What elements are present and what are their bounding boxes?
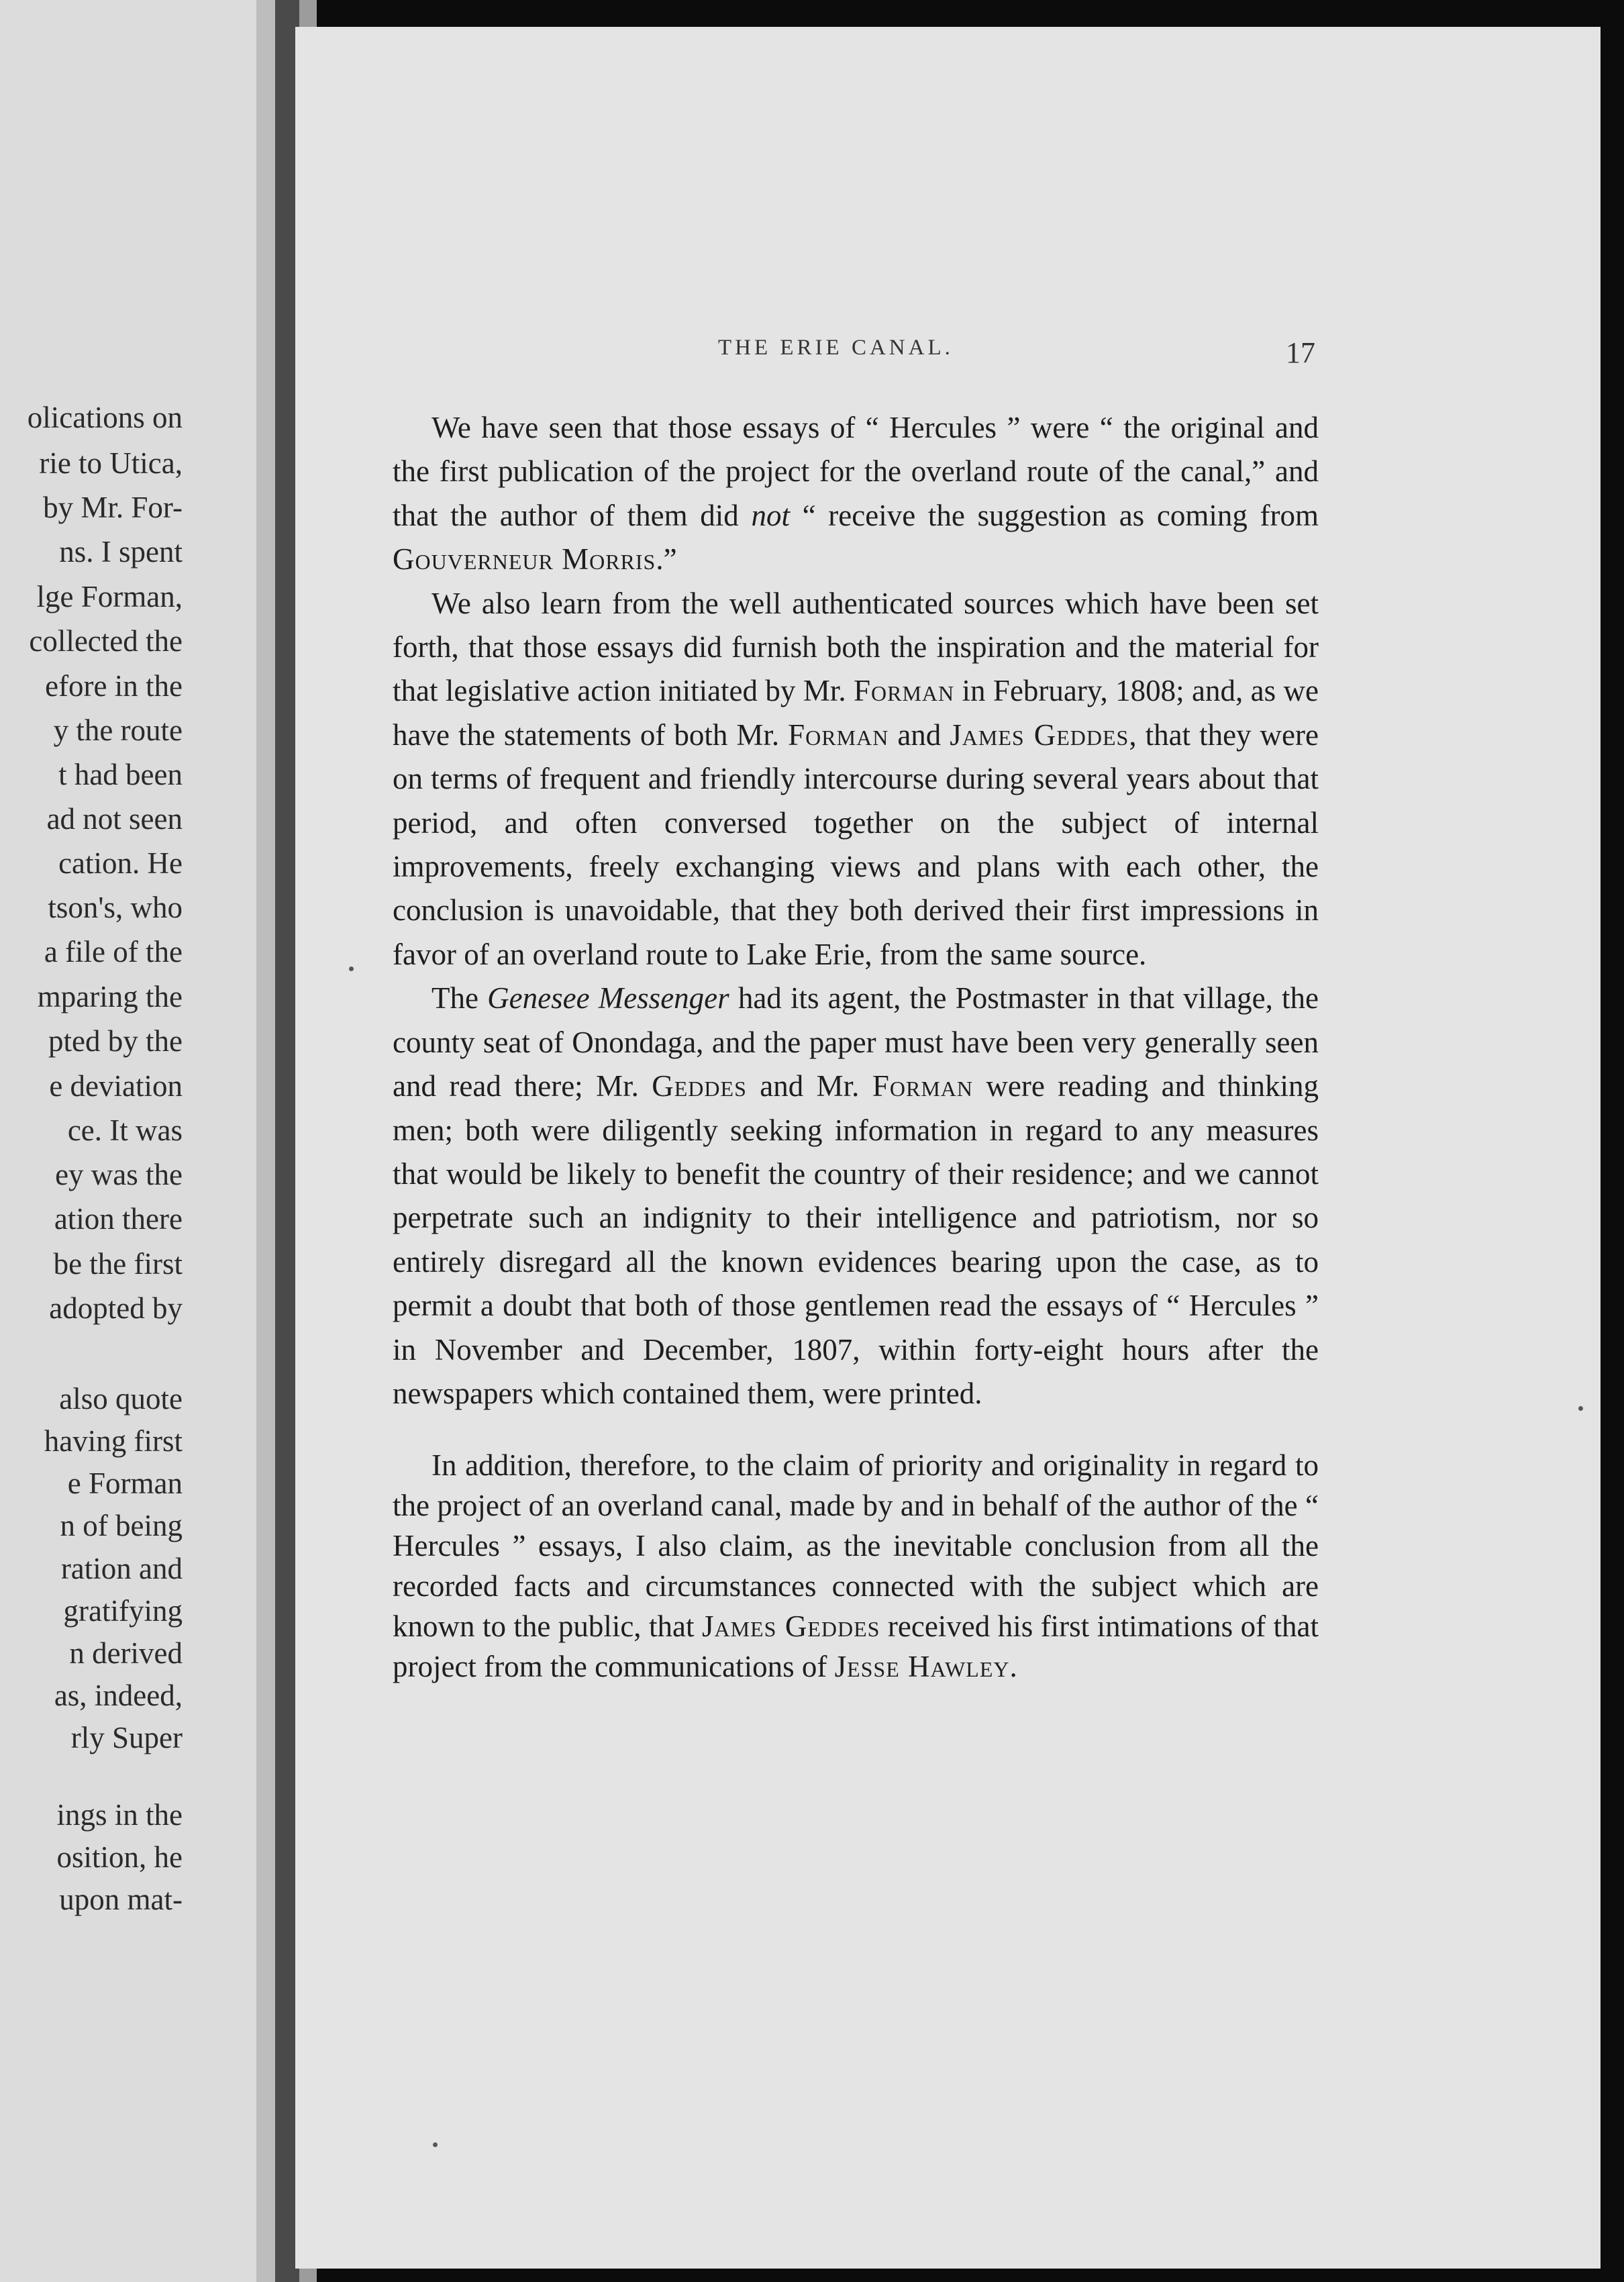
left-page-line: ad not seen [46,802,183,836]
para3-text-e: and Mr. [746,1069,872,1103]
para1-name-morris: Gouverneur Morris [393,542,656,577]
left-page-line: n derived [69,1636,183,1670]
paragraph-3 [393,977,1319,1416]
left-page-line: ns. I spent [59,535,183,568]
left-page-line: osition, he [56,1840,183,1874]
para4-text-a: In addition, therefore, to the claim of priority and originality in regard to the project of an overland canal, made by and in behalf of the author of the “ Hercules ” essays, I also claim, as the inevitable conclusion from all the recorded facts and circumstances connected with the subject which are known to the public, that [393,1448,1319,1644]
para3-name-geddes: Geddes [652,1069,747,1103]
print-speck [433,2142,438,2147]
body-text [393,406,1319,1687]
left-page-fragment [0,0,256,2282]
paragraph-4 [393,1445,1319,1687]
left-page-line: also quote [59,1382,183,1416]
paragraph-2 [393,582,1319,977]
left-page-line: ings in the [56,1798,183,1832]
para3-text-g: were reading and thinking men; both were diligently seeking information in regard to any measures that would be likely to benefit the country of their residence; and we cannot perpetrate such an indignity to their intelligence and patriotism, nor so entirely disregard all the known evidences bearing upon the case, as to permit a doubt that both of those gentlemen read the essays of “ Hercules ” in November and December, 1807, within forty-eight hours after the newspapers which contained them, were printed. [393,1069,1319,1410]
left-page-line: rie to Utica, [39,446,183,480]
left-page-line: by Mr. For- [43,491,183,524]
left-page-line: e deviation [49,1069,183,1103]
left-page-line: ration and [60,1552,183,1585]
left-page-line: t had been [58,758,183,791]
left-page-line: gratifying [63,1594,183,1628]
para1-text-e: .” [656,542,677,577]
running-head: THE ERIE CANAL. [718,336,954,360]
para2-text-a: We also learn from the well authenticated sources which have been set forth, that those essays did furnish both the inspiration and the material for that legislative action initiated by Mr. [393,586,1319,708]
left-page-line: upon mat- [59,1883,183,1916]
left-page-line: y the route [53,713,183,747]
para2-name-forman: Forman [853,674,955,708]
left-page-line: adopted by [49,1291,183,1325]
para1-italic-not: not [751,498,790,532]
left-page-line: ce. It was [67,1113,183,1147]
left-page-line: ation there [54,1202,183,1236]
left-page-line: as, indeed, [54,1679,183,1712]
left-page-line: cation. He [58,846,183,880]
para2-name-geddes: James Geddes [950,717,1129,752]
para1-text-c: “ receive the suggestion as coming from [789,498,1319,532]
para3-text-c: had its agent, the Postmaster in that village, the county seat of Onondaga, and the paper must have been very generally seen and read there; Mr. [393,981,1319,1103]
para4-text-e: . [1009,1650,1017,1684]
paragraph-1 [393,406,1319,582]
left-page-line: lge Forman, [36,580,183,613]
para2-text-e: and [889,717,950,752]
print-speck [349,966,354,971]
para3-text-a: The [432,981,488,1015]
para4-name-hawley: Jesse Hawley [834,1650,1010,1684]
left-page-line: tson's, who [48,891,183,924]
left-page-line: be the first [53,1247,183,1281]
left-page-line: mparing the [37,980,183,1013]
para3-italic-genesee-messenger: Genesee Messenger [487,981,729,1015]
para3-name-forman: Forman [872,1069,974,1103]
left-page-line: olications on [27,401,183,434]
para2-text-g: , that they were on terms of frequent and friendly intercourse during several years about that period, and often conversed together on the subject of internal improvements, freely exchanging views and plans with each other, the conclusion is unavoidable, that they both derived their first impressions in favor of an overland route to Lake Erie, from the same source. [393,717,1319,971]
left-page-line: pted by the [48,1024,183,1058]
left-page-line: efore in the [45,669,183,703]
para2-text-c: in February, 1808; and, as we have the statements of both Mr. [393,674,1319,752]
left-page-line: rly Super [70,1721,183,1754]
left-page-line: having first [44,1424,183,1458]
left-page-line: n of being [60,1509,183,1542]
left-page-line: collected the [29,624,183,658]
left-page-line: ey was the [55,1158,183,1191]
left-page-line: e Forman [67,1467,183,1500]
para4-text-c: received his first intimations of that project from the communications of [393,1609,1319,1684]
para1-text-a: We have seen that those essays of “ Hercules ” were “ the original and the first publication of the project for the overland route of the canal,” and that the author of them did [393,411,1319,532]
print-speck [1578,1406,1583,1411]
para4-name-geddes: James Geddes [701,1609,880,1644]
page-number: 17 [1286,336,1315,369]
left-page-line: a file of the [44,935,183,969]
para2-name-forman-2: Forman [788,717,889,752]
